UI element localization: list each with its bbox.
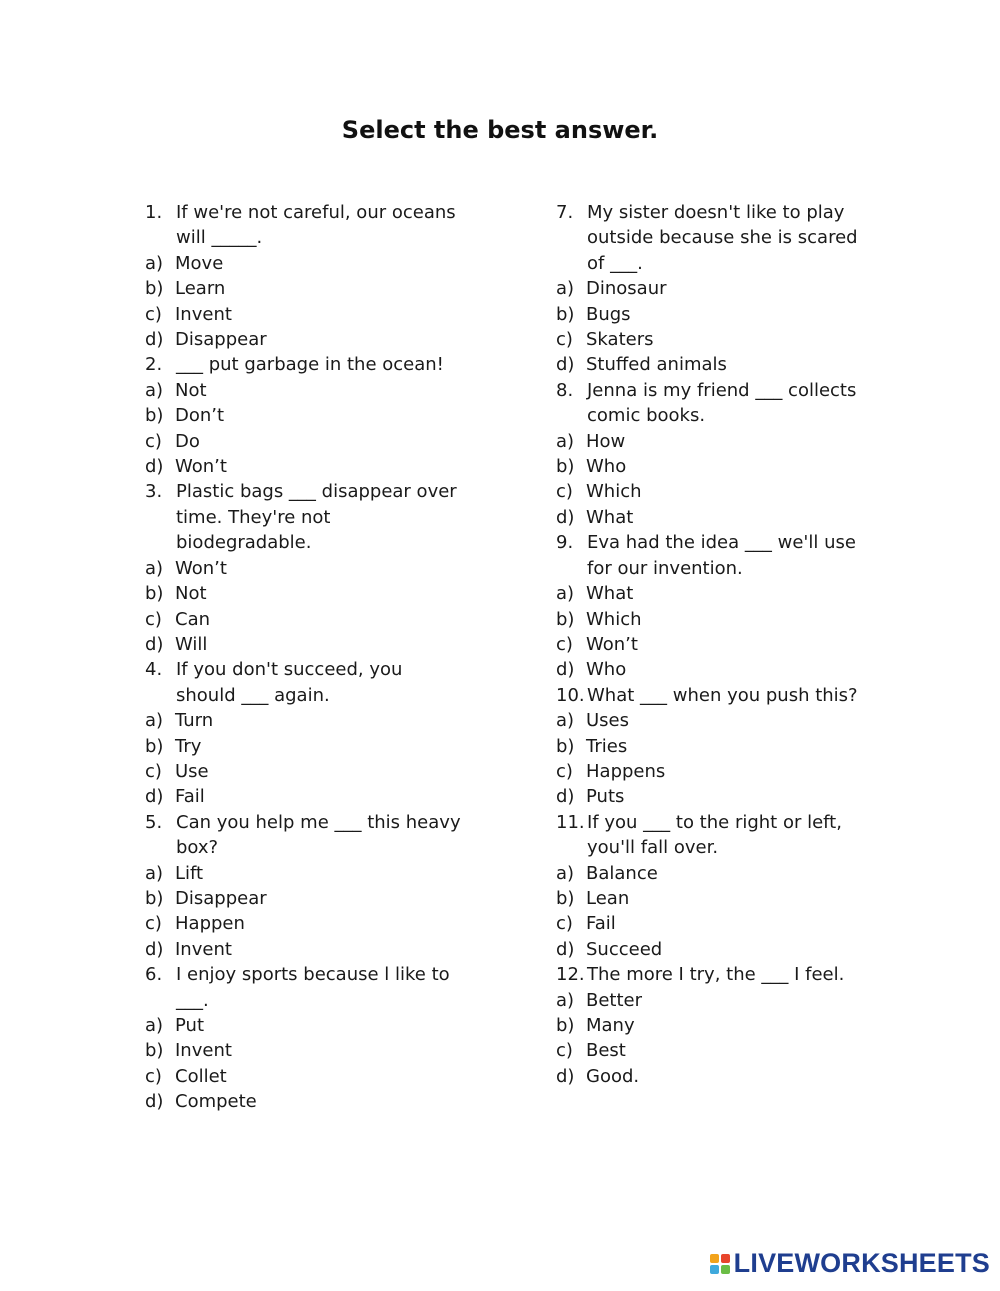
option-text: Happens — [586, 760, 666, 782]
question-number: 6. — [145, 964, 163, 986]
option-letter: c) — [145, 1065, 162, 1087]
logo-block — [721, 1265, 730, 1274]
logo-block — [710, 1265, 719, 1274]
option-text: Lift — [175, 862, 204, 884]
option-letter: b) — [145, 278, 164, 300]
question-number: 7. — [556, 202, 574, 223]
answer-option[interactable] — [556, 784, 876, 809]
option-letter: a) — [556, 710, 575, 732]
answer-option[interactable] — [556, 276, 876, 301]
questions-column-left — [145, 200, 465, 1115]
option-text: Succeed — [586, 938, 663, 960]
question — [145, 657, 465, 708]
answer-option[interactable] — [145, 429, 465, 454]
option-letter: d) — [145, 329, 164, 351]
option-text: Turn — [175, 710, 214, 732]
option-letter: c) — [556, 481, 573, 503]
answer-option[interactable] — [145, 1064, 465, 1089]
option-letter: b) — [145, 405, 164, 427]
option-text: Fail — [586, 913, 616, 935]
option-letter: a) — [145, 1015, 164, 1036]
answer-option[interactable] — [145, 937, 465, 962]
answer-option[interactable] — [556, 1038, 876, 1063]
option-letter: b) — [556, 456, 575, 478]
answer-option[interactable] — [145, 1038, 465, 1063]
option-letter: a) — [145, 862, 164, 884]
answer-option[interactable] — [145, 276, 465, 301]
answer-option[interactable] — [556, 454, 876, 479]
option-letter: a) — [145, 252, 164, 274]
option-letter: b) — [556, 887, 575, 909]
option-text: Invent — [175, 303, 232, 325]
option-text: Who — [586, 659, 627, 681]
option-text: Best — [586, 1040, 626, 1062]
answer-option[interactable] — [556, 886, 876, 911]
answer-option[interactable] — [556, 937, 876, 962]
question-text: Jenna is my friend ___ collects comic books. — [587, 379, 857, 427]
option-text: Will — [175, 633, 208, 655]
option-text: Skaters — [586, 329, 654, 351]
question-number: 10. — [556, 684, 585, 706]
option-text: What — [586, 506, 634, 528]
option-text: Use — [175, 760, 209, 782]
answer-option[interactable] — [145, 861, 465, 886]
question — [556, 810, 876, 861]
answer-option[interactable] — [145, 454, 465, 479]
option-letter: d) — [556, 659, 575, 681]
option-letter: a) — [556, 862, 575, 884]
question-number: 2. — [145, 354, 163, 376]
option-letter: c) — [145, 760, 162, 782]
answer-option[interactable] — [556, 429, 876, 454]
answer-option[interactable] — [145, 251, 465, 276]
logo-blocks-icon — [710, 1254, 730, 1274]
logo-block — [710, 1254, 719, 1263]
option-text: Move — [175, 252, 224, 274]
option-letter: b) — [145, 1040, 164, 1062]
answer-option[interactable] — [145, 1013, 465, 1038]
question — [145, 962, 465, 1013]
answer-option[interactable] — [556, 302, 876, 327]
question-text: ___ put garbage in the ocean! — [176, 354, 444, 376]
option-text: Who — [586, 456, 627, 478]
answer-option[interactable] — [145, 708, 465, 733]
option-text: Balance — [586, 862, 658, 884]
logo-block — [721, 1254, 730, 1263]
option-letter: d) — [556, 1065, 575, 1087]
answer-option[interactable] — [145, 734, 465, 759]
question-text: What ___ when you push this? — [587, 684, 858, 706]
question-number: 8. — [556, 379, 574, 401]
option-letter: b) — [556, 608, 575, 630]
option-text: Invent — [175, 1040, 232, 1062]
answer-option[interactable] — [556, 911, 876, 936]
answer-option[interactable] — [145, 403, 465, 428]
question-text: Plastic bags ___ disappear over time. They're not biodegradable. — [176, 481, 457, 554]
option-text: Lean — [586, 887, 630, 909]
option-letter: d) — [145, 633, 164, 655]
option-text: Better — [586, 989, 643, 1011]
option-text: Learn — [175, 278, 226, 300]
question — [556, 530, 876, 581]
option-text: Which — [586, 481, 642, 503]
option-text: Good. — [586, 1065, 640, 1087]
option-letter: c) — [556, 913, 573, 935]
question-number: 5. — [145, 811, 163, 833]
option-letter: c) — [145, 303, 162, 325]
option-text: What — [586, 583, 634, 605]
answer-option[interactable] — [556, 1013, 876, 1038]
option-text: Try — [175, 735, 202, 757]
option-letter: a) — [556, 430, 575, 452]
option-text: Won’t — [586, 633, 638, 655]
option-text: Uses — [586, 710, 630, 732]
option-text: Put — [175, 1015, 205, 1036]
option-letter: b) — [556, 735, 575, 757]
answer-option[interactable] — [145, 759, 465, 784]
option-letter: b) — [145, 583, 164, 605]
question-text: My sister doesn't like to play outside because she is scared of ___. — [587, 202, 858, 274]
option-letter: d) — [145, 938, 164, 960]
answer-option[interactable] — [145, 632, 465, 657]
option-text: Disappear — [175, 329, 267, 351]
option-text: Many — [586, 1015, 635, 1036]
question — [556, 683, 876, 708]
option-text: Which — [586, 608, 642, 630]
answer-option[interactable] — [556, 479, 876, 504]
option-letter: c) — [145, 430, 162, 452]
option-letter: b) — [145, 887, 164, 909]
question-number: 12. — [556, 964, 585, 986]
option-letter: a) — [556, 278, 575, 300]
option-text: Dinosaur — [586, 278, 667, 300]
option-letter: c) — [556, 1040, 573, 1062]
answer-option[interactable] — [145, 327, 465, 352]
option-text: Fail — [175, 786, 205, 808]
question — [145, 479, 465, 555]
answer-option[interactable] — [556, 632, 876, 657]
questions-column-right — [556, 200, 876, 1089]
option-letter: a) — [145, 379, 164, 401]
answer-option[interactable] — [556, 505, 876, 530]
option-letter: d) — [556, 354, 575, 376]
option-text: How — [586, 430, 626, 452]
option-text: Not — [175, 379, 207, 401]
option-letter: b) — [556, 1015, 575, 1036]
answer-option[interactable] — [145, 784, 465, 809]
question — [145, 810, 465, 861]
option-letter: d) — [145, 1091, 164, 1113]
option-letter: a) — [556, 583, 575, 605]
question-text: The more I try, the ___ I feel. — [587, 964, 845, 986]
liveworksheets-logo — [710, 1248, 990, 1279]
answer-option[interactable] — [145, 378, 465, 403]
answer-option[interactable] — [556, 327, 876, 352]
option-text: Can — [175, 608, 211, 630]
option-letter: d) — [145, 456, 164, 478]
option-letter: b) — [556, 303, 575, 325]
option-text: Won’t — [175, 557, 227, 579]
answer-option[interactable] — [556, 607, 876, 632]
answer-option[interactable] — [556, 657, 876, 682]
question-text: Eva had the idea ___ we'll use for our invention. — [587, 532, 856, 579]
option-text: Not — [175, 583, 207, 605]
question-number: 11. — [556, 811, 585, 833]
option-letter: a) — [556, 989, 575, 1011]
option-letter: d) — [145, 786, 164, 808]
option-letter: d) — [556, 938, 575, 960]
option-letter: c) — [145, 608, 162, 630]
answer-option[interactable] — [145, 607, 465, 632]
question-number: 3. — [145, 481, 163, 503]
answer-option[interactable] — [145, 302, 465, 327]
answer-option[interactable] — [145, 581, 465, 606]
answer-option[interactable] — [145, 1089, 465, 1114]
answer-option[interactable] — [145, 886, 465, 911]
option-text: Do — [175, 430, 200, 452]
option-text: Invent — [175, 938, 232, 960]
option-text: Bugs — [586, 303, 631, 325]
question — [145, 352, 465, 377]
option-letter: c) — [145, 913, 162, 935]
option-text: Stuffed animals — [586, 354, 727, 376]
option-text: Happen — [175, 913, 245, 935]
option-letter: d) — [556, 506, 575, 528]
option-text: Tries — [586, 735, 628, 757]
question-number: 4. — [145, 659, 163, 681]
question — [145, 200, 465, 251]
question — [556, 378, 876, 429]
option-text: Won’t — [175, 456, 227, 478]
logo-text: LIVEWORKSHEETS — [733, 1248, 990, 1278]
answer-option[interactable] — [556, 734, 876, 759]
question-text: Can you help me ___ this heavy box? — [176, 811, 461, 859]
question-number: 1. — [145, 202, 163, 223]
question-text: I enjoy sports because l like to ___. — [176, 964, 450, 1011]
option-text: Puts — [586, 786, 625, 808]
page-title: Select the best answer. — [341, 116, 659, 144]
question-text: If you don't succeed, you should ___ again. — [176, 659, 403, 706]
answer-option[interactable] — [145, 556, 465, 581]
answer-option[interactable] — [556, 708, 876, 733]
option-text: Don’t — [175, 405, 225, 427]
option-letter: b) — [145, 735, 164, 757]
question — [556, 200, 876, 276]
question-number: 9. — [556, 532, 574, 554]
option-letter: c) — [556, 760, 573, 782]
option-text: Disappear — [175, 887, 267, 909]
answer-option[interactable] — [556, 988, 876, 1013]
answer-option[interactable] — [556, 352, 876, 377]
option-letter: a) — [145, 557, 164, 579]
option-letter: d) — [556, 786, 575, 808]
answer-option[interactable] — [556, 759, 876, 784]
answer-option[interactable] — [556, 861, 876, 886]
option-letter: c) — [556, 329, 573, 351]
option-text: Compete — [175, 1091, 257, 1113]
option-letter: a) — [145, 710, 164, 732]
answer-option[interactable] — [556, 581, 876, 606]
question-text: If we're not careful, our oceans will _____. — [176, 202, 456, 249]
option-letter: c) — [556, 633, 573, 655]
answer-option[interactable] — [145, 911, 465, 936]
question — [556, 962, 876, 987]
option-text: Collet — [175, 1065, 227, 1087]
question-text: If you ___ to the right or left, you'll fall over. — [587, 811, 842, 859]
answer-option[interactable] — [556, 1064, 876, 1089]
